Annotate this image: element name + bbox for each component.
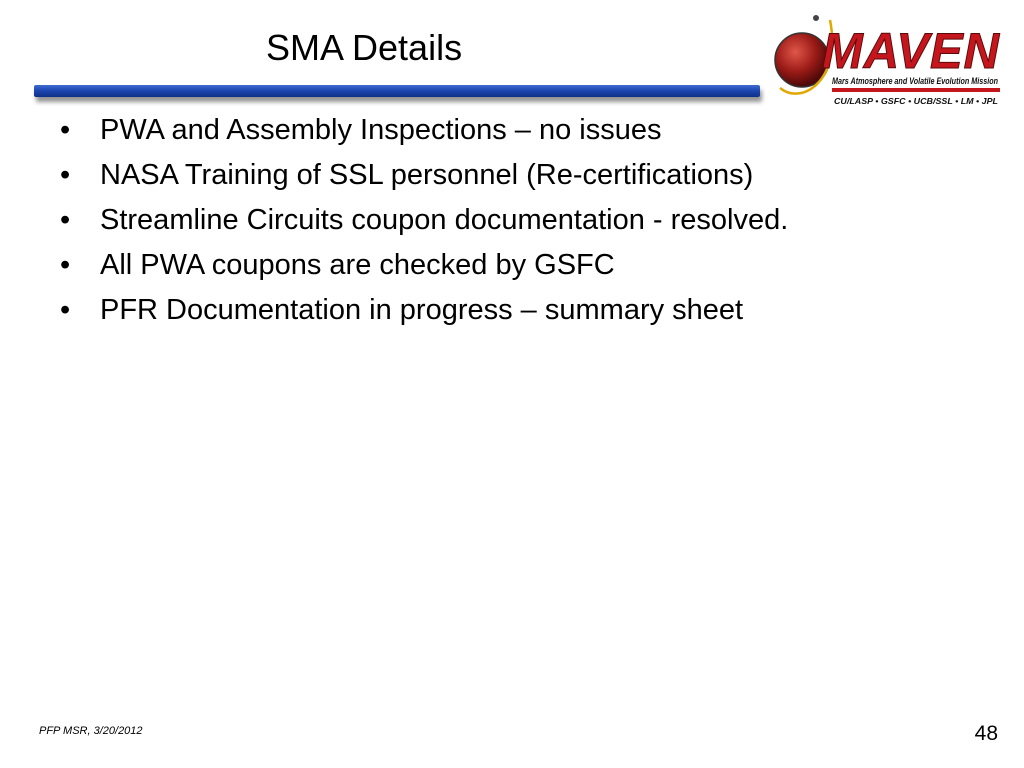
bullet-marker: • (60, 294, 71, 326)
bullet-marker: • (60, 249, 71, 281)
bullet-marker: • (60, 204, 71, 236)
bullet-text: PFR Documentation in progress – summary sheet (100, 294, 744, 326)
bullet-text: NASA Training of SSL personnel (Re-certifications) (100, 159, 754, 191)
maven-logo (772, 10, 1006, 110)
bullet-item (56, 108, 788, 153)
bullet-list (56, 108, 788, 333)
bullet-marker: • (60, 114, 71, 146)
logo-wordmark: MAVEN (822, 23, 1000, 79)
bullet-marker: • (60, 159, 71, 191)
bullet-text: PWA and Assembly Inspections – no issues (100, 114, 662, 146)
bullet-item (56, 198, 788, 243)
spacecraft-icon (813, 15, 819, 21)
maven-logo-graphic (772, 10, 1006, 110)
slide-title: SMA Details (266, 27, 463, 68)
bullet-item (56, 153, 788, 198)
logo-subtitle: Mars Atmosphere and Volatile Evolution Mission (832, 76, 999, 86)
logo-underline (832, 88, 1000, 92)
page-number: 48 (974, 722, 998, 745)
title-divider (34, 85, 760, 97)
bullet-item (56, 288, 788, 333)
footer-label: PFP MSR, 3/20/2012 (39, 725, 143, 737)
bullet-item (56, 243, 788, 288)
bullet-text: All PWA coupons are checked by GSFC (100, 249, 615, 281)
logo-partners: CU/LASP • GSFC • UCB/SSL • LM • JPL (834, 96, 998, 106)
bullet-text: Streamline Circuits coupon documentation - resolved. (100, 204, 789, 236)
